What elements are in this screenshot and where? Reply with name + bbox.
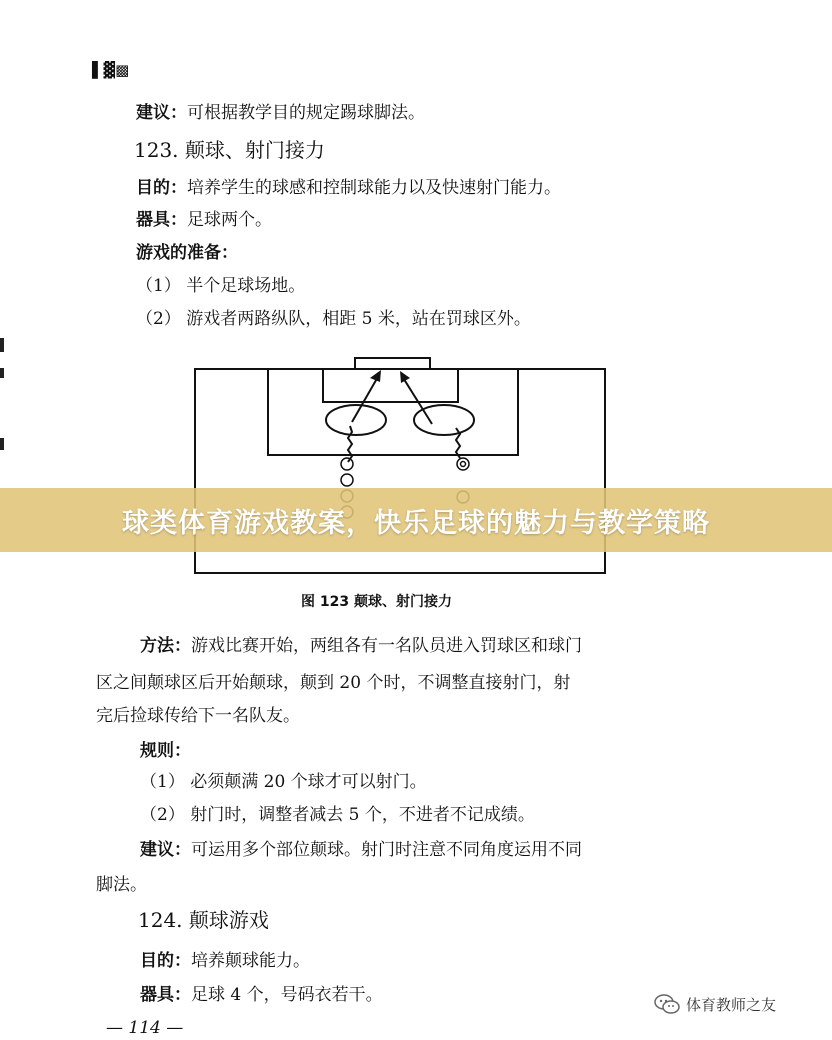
goal-text: 培养学生的球感和控制球能力以及快速射门能力。: [187, 178, 561, 198]
dribble-path-left: [348, 426, 352, 462]
suggestion2-text: 可运用多个部位颠球。射门时注意不同角度运用不同: [191, 840, 582, 860]
equipment-label: 器具：: [136, 210, 187, 230]
method-line-2: 区之间颠球区后开始颠球，颠到 20 个时，不调整直接射门，射: [96, 673, 571, 693]
figure-caption: 图 123 颠球、射门接力: [301, 594, 452, 610]
section-heading-124: 124. 颠球游戏: [138, 908, 269, 932]
page-number: — 114 —: [106, 1018, 184, 1038]
goal2-label: 目的：: [140, 951, 191, 971]
player-left-2: [341, 474, 353, 486]
suggestion2-label: 建议：: [140, 840, 191, 860]
goal: [355, 358, 430, 369]
rules-label: 规则：: [140, 741, 191, 761]
equipment2-label: 器具：: [140, 985, 191, 1005]
equipment2-text: 足球 4 个，号码衣若干。: [191, 985, 383, 1005]
section-heading-123: 123. 颠球、射门接力: [134, 138, 325, 162]
rule-2: （2） 射门时，调整者减去 5 个，不进者不记成绩。: [140, 805, 535, 825]
title-banner: [0, 488, 832, 552]
goal-label: 目的：: [136, 178, 187, 198]
goal2-line: [140, 951, 310, 971]
equipment2-line: [140, 985, 383, 1005]
method-text-1: 游戏比赛开始，两组各有一名队员进入罚球区和球门: [191, 636, 582, 656]
suggestion2-line-1: [140, 840, 582, 860]
suggestion-text: 可根据教学目的规定踢球脚法。: [187, 103, 425, 123]
suggestion-line-1: [136, 103, 425, 123]
preparation-label: 游戏的准备：: [136, 243, 238, 263]
player-right-1: [457, 458, 469, 470]
equipment-text: 足球两个。: [187, 210, 272, 230]
player-left-1: [341, 458, 353, 470]
suggestion2-line-2: 脚法。: [96, 875, 147, 895]
method-line-1: [140, 636, 582, 656]
watermark-text: 体育教师之友: [686, 995, 777, 1014]
watermark: [654, 992, 776, 1016]
juggling-zone-left: [326, 405, 386, 435]
banner-title: 球类体育游戏教案，快乐足球的魅力与教学策略: [122, 507, 710, 539]
method-label: 方法：: [140, 636, 191, 656]
goal-area: [323, 369, 458, 402]
field-diagram: [0, 350, 832, 600]
suggestion-label: 建议：: [136, 103, 187, 123]
preparation-item-2: （2） 游戏者两路纵队，相距 5 米，站在罚球区外。: [136, 309, 531, 329]
goal2-text: 培养颠球能力。: [191, 951, 310, 971]
shot-arrow-right: [402, 376, 432, 424]
header-mark: ▌▓▩: [92, 61, 130, 79]
dribble-path-right: [456, 428, 460, 458]
goal-line: [136, 178, 561, 198]
player-right-1-inner: [461, 462, 466, 467]
equipment-line: [136, 210, 272, 230]
method-line-3: 完后捡球传给下一名队友。: [96, 706, 300, 726]
shot-arrow-left: [352, 375, 379, 422]
preparation-item-1: （1） 半个足球场地。: [136, 276, 306, 296]
wechat-icon: [654, 993, 680, 1015]
rule-1: （1） 必须颠满 20 个球才可以射门。: [140, 772, 427, 792]
penalty-area: [268, 369, 518, 455]
